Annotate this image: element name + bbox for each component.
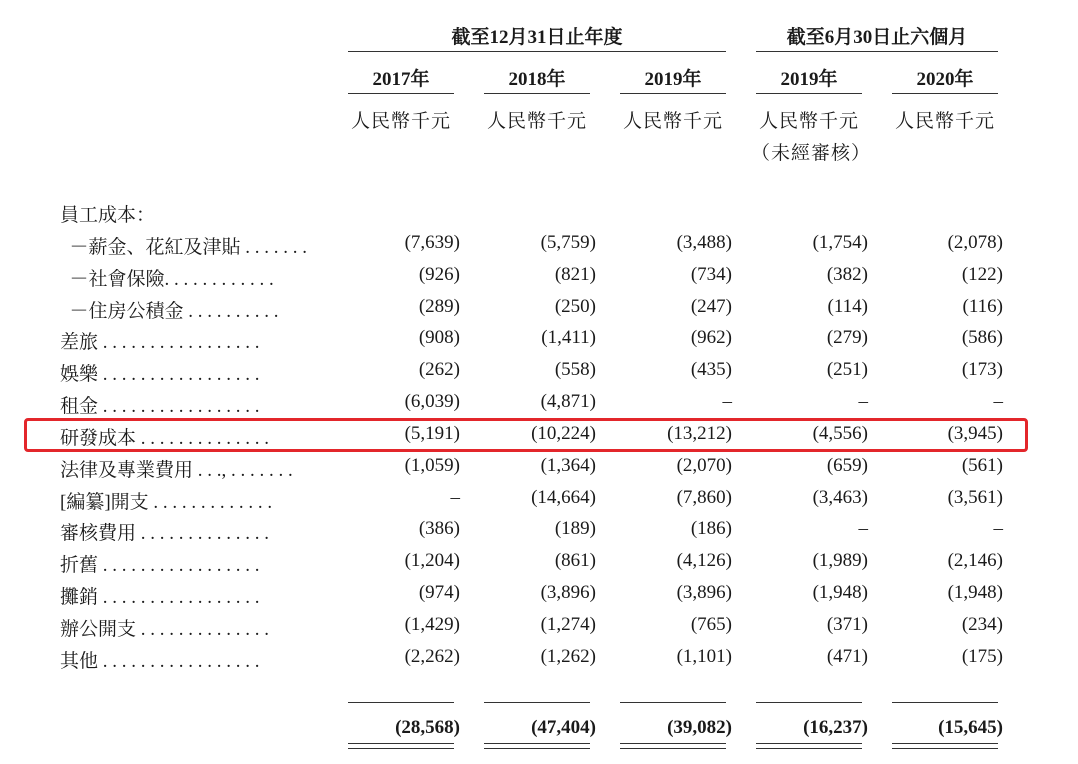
year-header-2019: 2019年 — [644, 69, 702, 90]
cell-2017: (386) — [418, 518, 460, 539]
row-label: 租金 . . . . . . . . . . . . . . . . . — [60, 396, 260, 417]
cell-2019-h1: (382) — [826, 264, 868, 285]
row-label: 辦公開支 . . . . . . . . . . . . . . — [60, 619, 270, 640]
cell-2019: (2,070) — [676, 455, 732, 476]
unit-header-2019: 人民幣千元 — [622, 111, 723, 132]
double-underline-2019 — [620, 743, 726, 749]
cell-2017: (1,429) — [404, 614, 460, 635]
cell-2019-h1: – — [858, 518, 868, 539]
unit-header-2018: 人民幣千元 — [486, 111, 587, 132]
cell-2018: (5,759) — [540, 232, 596, 253]
cell-2017: (974) — [418, 582, 460, 603]
cell-2020-h1: – — [993, 391, 1003, 412]
cell-2020-h1: (234) — [961, 614, 1003, 635]
cell-2020-h1: (3,561) — [947, 487, 1003, 508]
cell-2017: (1,059) — [404, 455, 460, 476]
unit-header-2020-h1: 人民幣千元 — [894, 111, 995, 132]
cell-2020-h1: (2,078) — [947, 232, 1003, 253]
year-header-2019-h1: 2019年 — [780, 69, 838, 90]
year-rule-2019-h1 — [756, 93, 862, 94]
row-label: －住房公積金 . . . . . . . . . . — [60, 301, 279, 322]
cell-2018: (821) — [554, 264, 596, 285]
cell-2019-h1: (1,754) — [812, 232, 868, 253]
cell-2020-h1: – — [993, 518, 1003, 539]
cell-2019-h1: (3,463) — [812, 487, 868, 508]
cell-2019: (734) — [690, 264, 732, 285]
cell-2019-h1: (471) — [826, 646, 868, 667]
group-header-six-months: 截至6月30日止六個月 — [786, 27, 968, 48]
year-rule-2017 — [348, 93, 454, 94]
cell-2018: (189) — [554, 518, 596, 539]
cell-2018: (558) — [554, 359, 596, 380]
subtotal-rule-2019 — [620, 702, 726, 703]
cell-2020-h1: (173) — [961, 359, 1003, 380]
row-label: 差旅 . . . . . . . . . . . . . . . . . — [60, 332, 260, 353]
cell-2020-h1: (116) — [962, 296, 1003, 317]
cell-2019: (435) — [690, 359, 732, 380]
cell-2019-h1: (1,989) — [812, 550, 868, 571]
total-2018: (47,404) — [531, 717, 596, 738]
row-label: 研發成本 . . . . . . . . . . . . . . — [60, 428, 270, 449]
cell-2019: (186) — [690, 518, 732, 539]
cell-2018: (3,896) — [540, 582, 596, 603]
row-label: 其他 . . . . . . . . . . . . . . . . . — [60, 651, 260, 672]
cell-2019: (765) — [690, 614, 732, 635]
cell-2018: (250) — [554, 296, 596, 317]
cell-2020-h1: (561) — [961, 455, 1003, 476]
cell-2019: (247) — [690, 296, 732, 317]
cell-2017: (926) — [418, 264, 460, 285]
subtotal-rule-2020-h1 — [892, 702, 998, 703]
group-header-year-ended: 截至12月31日止年度 — [451, 27, 623, 48]
cell-2020-h1: (2,146) — [947, 550, 1003, 571]
cell-2020-h1: (175) — [961, 646, 1003, 667]
cell-2019: (4,126) — [676, 550, 732, 571]
total-2020-h1: (15,645) — [938, 717, 1003, 738]
cell-2019: – — [722, 391, 732, 412]
cell-2017: (1,204) — [404, 550, 460, 571]
total-2019-h1: (16,237) — [803, 717, 868, 738]
year-rule-2019 — [620, 93, 726, 94]
cell-2019-h1: (251) — [826, 359, 868, 380]
unit-header-2017: 人民幣千元 — [350, 111, 451, 132]
double-underline-2017 — [348, 743, 454, 749]
cell-2020-h1: (122) — [961, 264, 1003, 285]
cell-2017: – — [450, 487, 460, 508]
cell-2018: (1,364) — [540, 455, 596, 476]
row-label: [編纂]開支 . . . . . . . . . . . . . — [60, 492, 273, 513]
cell-2018: (1,274) — [540, 614, 596, 635]
cell-2018: (1,262) — [540, 646, 596, 667]
row-label: 折舊 . . . . . . . . . . . . . . . . . — [60, 555, 260, 576]
cell-2019-h1: (659) — [826, 455, 868, 476]
group-rule-year-ended — [348, 51, 726, 52]
cell-2019-h1: (4,556) — [812, 423, 868, 444]
row-label: －薪金、花紅及津貼 . . . . . . . — [60, 237, 308, 258]
cell-2017: (262) — [418, 359, 460, 380]
unit-header-2019-h1: 人民幣千元 — [758, 111, 859, 132]
row-label: －社會保險. . . . . . . . . . . . — [60, 269, 274, 290]
row-label: 攤銷 . . . . . . . . . . . . . . . . . — [60, 587, 260, 608]
cell-2017: (7,639) — [404, 232, 460, 253]
double-underline-2018 — [484, 743, 590, 749]
cell-2017: (5,191) — [404, 423, 460, 444]
total-2019: (39,082) — [667, 717, 732, 738]
cell-2020-h1: (3,945) — [947, 423, 1003, 444]
row-label: 娛樂 . . . . . . . . . . . . . . . . . — [60, 364, 260, 385]
unaudited-note: （未經審核） — [751, 143, 872, 164]
year-header-2018: 2018年 — [508, 69, 566, 90]
cell-2019-h1: (371) — [826, 614, 868, 635]
total-2017: (28,568) — [395, 717, 460, 738]
cell-2019: (3,488) — [676, 232, 732, 253]
row-label: 法律及專業費用 . . ., . . . . . . . — [60, 460, 293, 481]
cell-2019: (962) — [690, 327, 732, 348]
cell-2019: (13,212) — [667, 423, 732, 444]
cell-2017: (289) — [418, 296, 460, 317]
cell-2018: (14,664) — [531, 487, 596, 508]
cell-2019-h1: (114) — [827, 296, 868, 317]
double-underline-2020-h1 — [892, 743, 998, 749]
cell-2018: (861) — [554, 550, 596, 571]
group-rule-six-months — [756, 51, 998, 52]
cell-2018: (1,411) — [541, 327, 596, 348]
double-underline-2019-h1 — [756, 743, 862, 749]
cell-2019-h1: (1,948) — [812, 582, 868, 603]
subtotal-rule-2019-h1 — [756, 702, 862, 703]
cell-2020-h1: (586) — [961, 327, 1003, 348]
cell-2017: (908) — [418, 327, 460, 348]
cell-2020-h1: (1,948) — [947, 582, 1003, 603]
cell-2018: (10,224) — [531, 423, 596, 444]
year-rule-2020-h1 — [892, 93, 998, 94]
subtotal-rule-2018 — [484, 702, 590, 703]
cell-2017: (2,262) — [404, 646, 460, 667]
cell-2018: (4,871) — [540, 391, 596, 412]
subtotal-rule-2017 — [348, 702, 454, 703]
cell-2019: (3,896) — [676, 582, 732, 603]
cell-2019: (1,101) — [676, 646, 732, 667]
row-label: 審核費用 . . . . . . . . . . . . . . — [60, 523, 270, 544]
cell-2019-h1: (279) — [826, 327, 868, 348]
cell-2019-h1: – — [858, 391, 868, 412]
row-label: 員工成本： — [60, 205, 156, 226]
cell-2019: (7,860) — [676, 487, 732, 508]
cell-2017: (6,039) — [404, 391, 460, 412]
year-rule-2018 — [484, 93, 590, 94]
year-header-2020-h1: 2020年 — [916, 69, 974, 90]
year-header-2017: 2017年 — [372, 69, 430, 90]
